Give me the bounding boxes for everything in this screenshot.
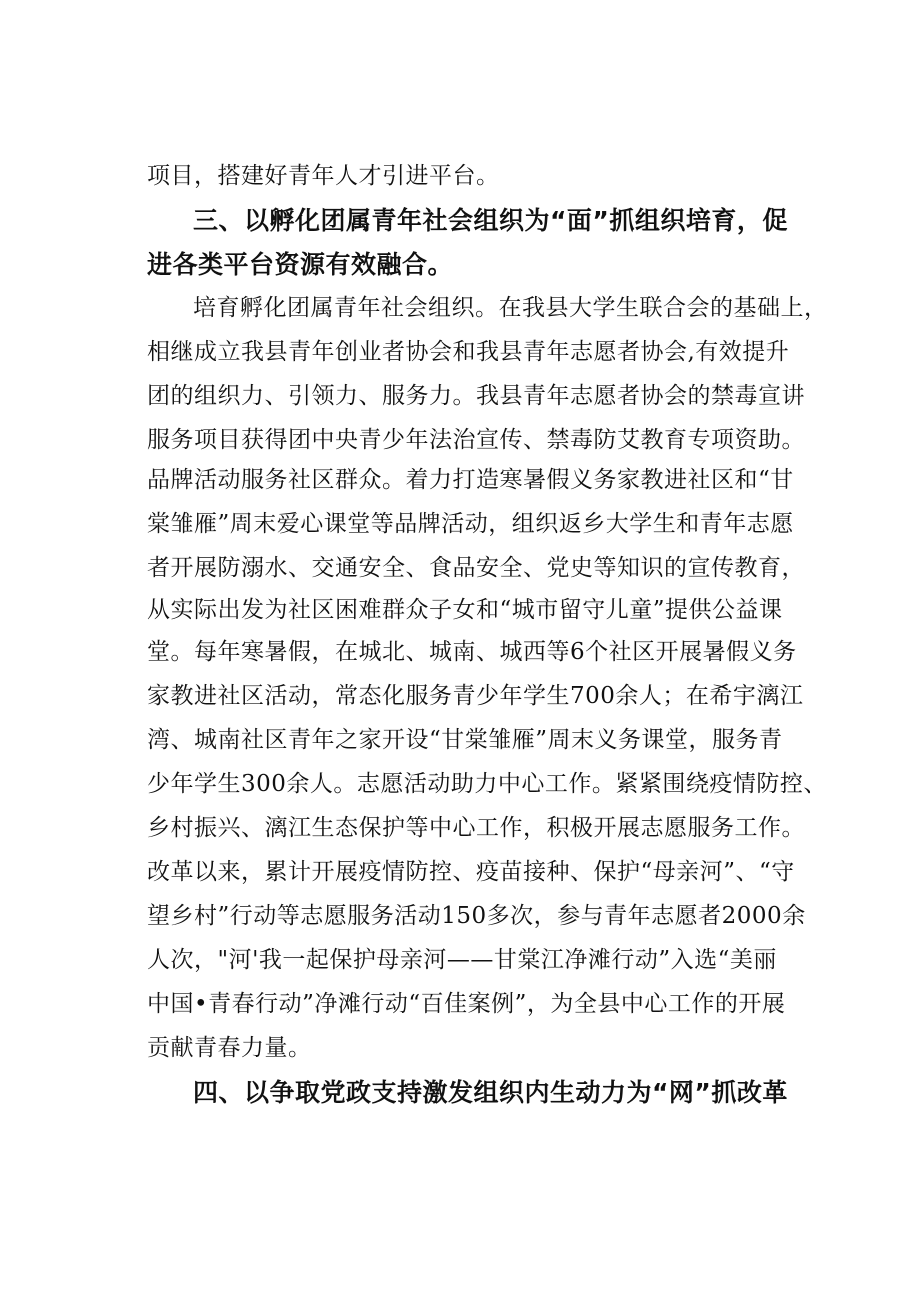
paragraph-line: 棠雏雁”周末爱心课堂等品牌活动，组织返乡大学生和青年志愿 [147,511,794,537]
paragraph-line: 品牌活动服务社区群众。着力打造寒暑假义务家教进社区和“甘 [147,467,794,493]
paragraph-line: 堂。每年寒暑假，在城北、城南、城西等6个社区开展暑假义务 [147,639,797,665]
paragraph-line: 望乡村”行动等志愿服务活动150多次，参与青年志愿者2000余 [147,903,806,929]
paragraph-line: 湾、城南社区青年之家开设“甘棠雏雁”周末义务课堂，服务青 [147,727,783,753]
paragraph-line: 人次，"河'我一起保护母亲河——甘棠江净滩行动”入选“美丽 [147,947,777,973]
continued-line: 项目，搭建好青年人才引进平台。 [147,163,500,189]
paragraph-line: 家教进社区活动，常态化服务青少年学生700余人；在希宇漓江 [147,683,804,709]
section-3-heading-line-2: 进各类平台资源有效融合。 [147,250,454,279]
paragraph-line: 贡献青春力量。 [147,1035,312,1061]
paragraph-line: 乡村振兴、漓江生态保护等中心工作，积极开展志愿服务工作。 [147,815,805,841]
section-4-heading-line-1: 四、以争取党政支持激发组织内生动力为“网”抓改革 [193,1078,788,1107]
paragraph-line: 服务项目获得团中央青少年法治宣传、禁毒防艾教育专项资助。 [147,427,805,453]
paragraph-line: 中国•青春行动”净滩行动“百佳案例”，为全县中心工作的开展 [147,991,786,1017]
paragraph-line: 改革以来，累计开展疫情防控、疫苗接种、保护“母亲河”、“守 [147,859,795,885]
paragraph-line: 团的组织力、引领力、服务力。我县青年志愿者协会的禁毒宣讲 [147,383,805,409]
section-3-heading-line-1: 三、以孵化团属青年社会组织为“面”抓组织培育，促 [193,206,788,235]
paragraph-line: 从实际出发为社区困难群众子女和“城市留守儿童”提供公益课 [147,597,783,623]
paragraph-line: 培育孵化团属青年社会组织。在我县大学生联合会的基础上， [193,295,828,321]
paragraph-line: 者开展防溺水、交通安全、食品安全、党史等知识的宣传教育， [147,555,805,581]
paragraph-line: 相继成立我县青年创业者协会和我县青年志愿者协会,有效提升 [147,339,790,365]
paragraph-line: 少年学生300余人。志愿活动助力中心工作。紧紧围绕疫情防控、 [147,771,827,797]
